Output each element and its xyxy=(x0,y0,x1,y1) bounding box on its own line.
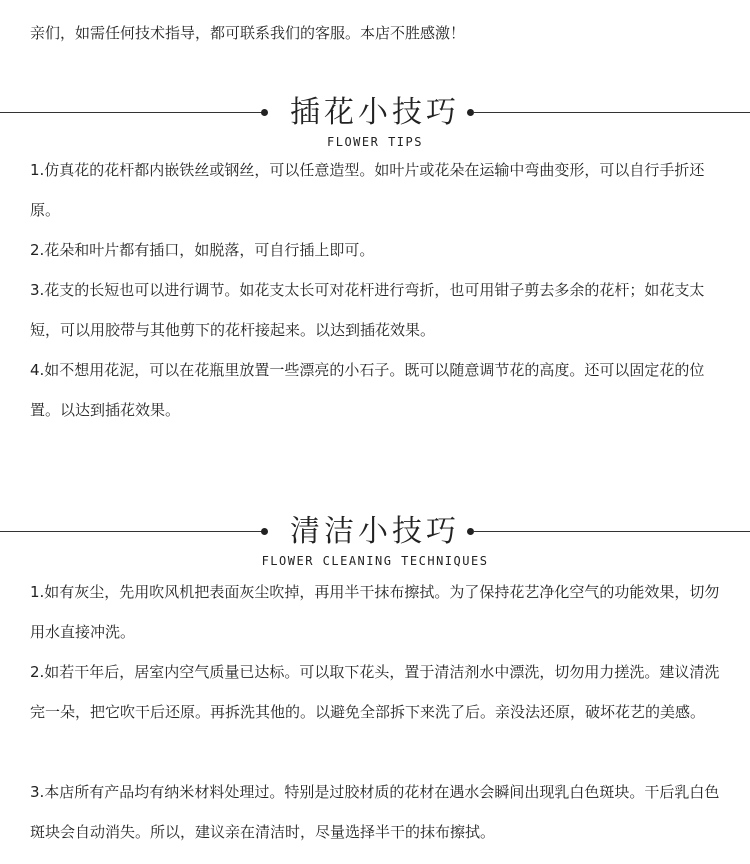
heading-right-rule xyxy=(473,531,750,532)
flower-tip-1: 1.仿真花的花杆都内嵌铁丝或钢丝，可以任意造型。如叶片或花朵在运输中弯曲变形，可以自行手折还原。 xyxy=(30,161,705,219)
flower-tip-2: 2.花朵和叶片都有插口，如脱落，可自行插上即可。 xyxy=(30,241,375,259)
cleaning-tip-2: 2.如若干年后，居室内空气质量已达标。可以取下花头，置于清洁剂水中漂洗，切勿用力搓洗。建议清洗完一朵，把它吹干后还原。再拆洗其他的。以避免全部拆下来洗了后。亲没法还原，破坏花艺的美感。 xyxy=(30,663,720,721)
cleaning-tips-subtitle: FLOWER CLEANING TECHNIQUES xyxy=(261,554,489,568)
heading-right-rule xyxy=(473,112,750,113)
flower-tips-subtitle: FLOWER TIPS xyxy=(327,135,423,149)
flower-tip-4: 4.如不想用花泥，可以在花瓶里放置一些漂亮的小石子。既可以随意调节花的高度。还可以固定花的位置。以达到插花效果。 xyxy=(30,361,705,419)
cleaning-tip-3: 3.本店所有产品均有纳米材料处理过。特别是过胶材质的花材在遇水会瞬间出现乳白色斑块。干后乳白色斑块会自动消失。所以，建议亲在清洁时，尽量选择半干的抹布擦拭。 xyxy=(30,783,720,841)
flower-tip-3: 3.花支的长短也可以进行调节。如花支太长可对花杆进行弯折，也可用钳子剪去多余的花杆；如花支太短，可以用胶带与其他剪下的花杆接起来。以达到插花效果。 xyxy=(30,281,705,339)
cleaning-tip-1: 1.如有灰尘，先用吹风机把表面灰尘吹掉，再用半干抹布擦拭。为了保持花艺净化空气的功能效果，切勿用水直接冲洗。 xyxy=(30,583,720,641)
cleaning-tips-title: 清洁小技巧 xyxy=(290,514,460,549)
flower-tips-title: 插花小技巧 xyxy=(290,95,460,130)
contact-note: 亲们，如需任何技术指导，都可联系我们的客服。本店不胜感激！ xyxy=(30,24,466,42)
